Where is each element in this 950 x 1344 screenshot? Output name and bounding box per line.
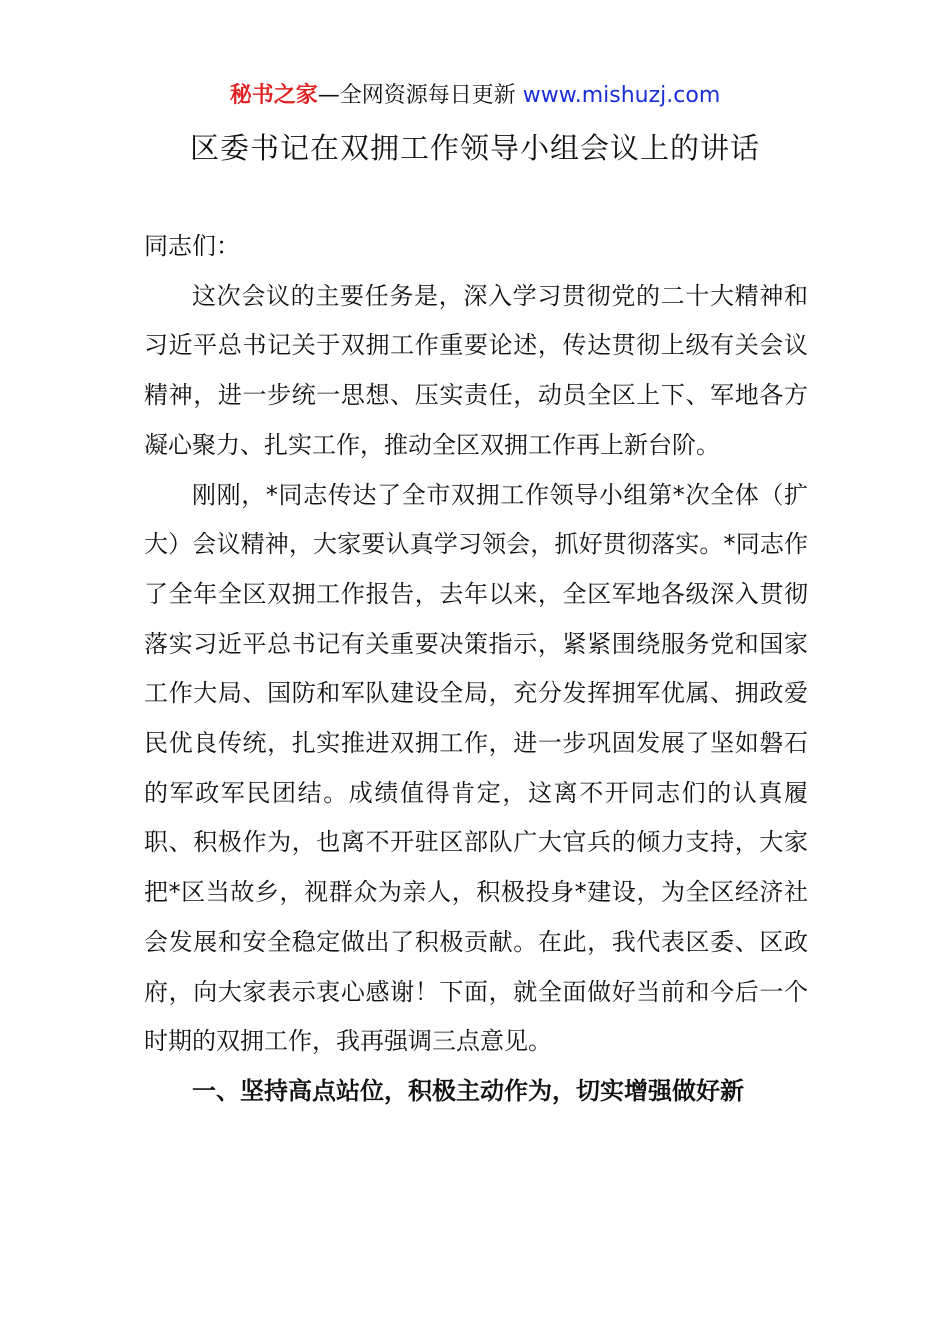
site-brand: 秘书之家 xyxy=(229,83,318,108)
site-url-link[interactable]: www.mishuzj.com xyxy=(522,83,721,108)
site-header xyxy=(0,80,950,112)
site-tagline: —全网资源每日更新 xyxy=(317,83,523,108)
document-body xyxy=(144,222,808,1117)
document-title: 区委书记在双拥工作领导小组会议上的讲话 xyxy=(189,131,760,165)
paragraph-intro: 这次会议的主要任务是，深入学习贯彻党的二十大精神和习近平总书记关于双拥工作重要论述，传达贯彻上级有关会议精神，进一步统一思想、压实责任，动员全区上下、军地各方凝心聚力、扎实工作，推动全区双拥工作再上新台阶。 xyxy=(144,281,808,459)
salutation: 同志们： xyxy=(144,232,240,260)
paragraph-review: 刚刚，*同志传达了全市双拥工作领导小组第*次全体（扩大）会议精神，大家要认真学习领会，抓好贯彻落实。*同志作了全年全区双拥工作报告，去年以来，全区军地各级深入贯彻落实习近平总书记有关重要决策指示，紧紧围绕服务党和国家工作大局、国防和军队建设全局，充分发挥拥军优属、拥政爱民优良传统，扎实推进双拥工作，进一步巩固发展了坚如磐石的军政军民团结。成绩值得肯定，这离不开同志们的认真履职、积极作为，也离不开驻区部队广大官兵的倾力支持，大家把*区当故乡，视群众为亲人，积极投身*建设，为全区经济社会发展和安全稳定做出了积极贡献。在此，我代表区委、区政府，向大家表示衷心感谢！下面，就全面做好当前和今后一个时期的双拥工作，我再强调三点意见。 xyxy=(144,480,808,1056)
section-heading-1: 一、坚持高点站位，积极主动作为，切实增强做好新 xyxy=(192,1076,744,1105)
